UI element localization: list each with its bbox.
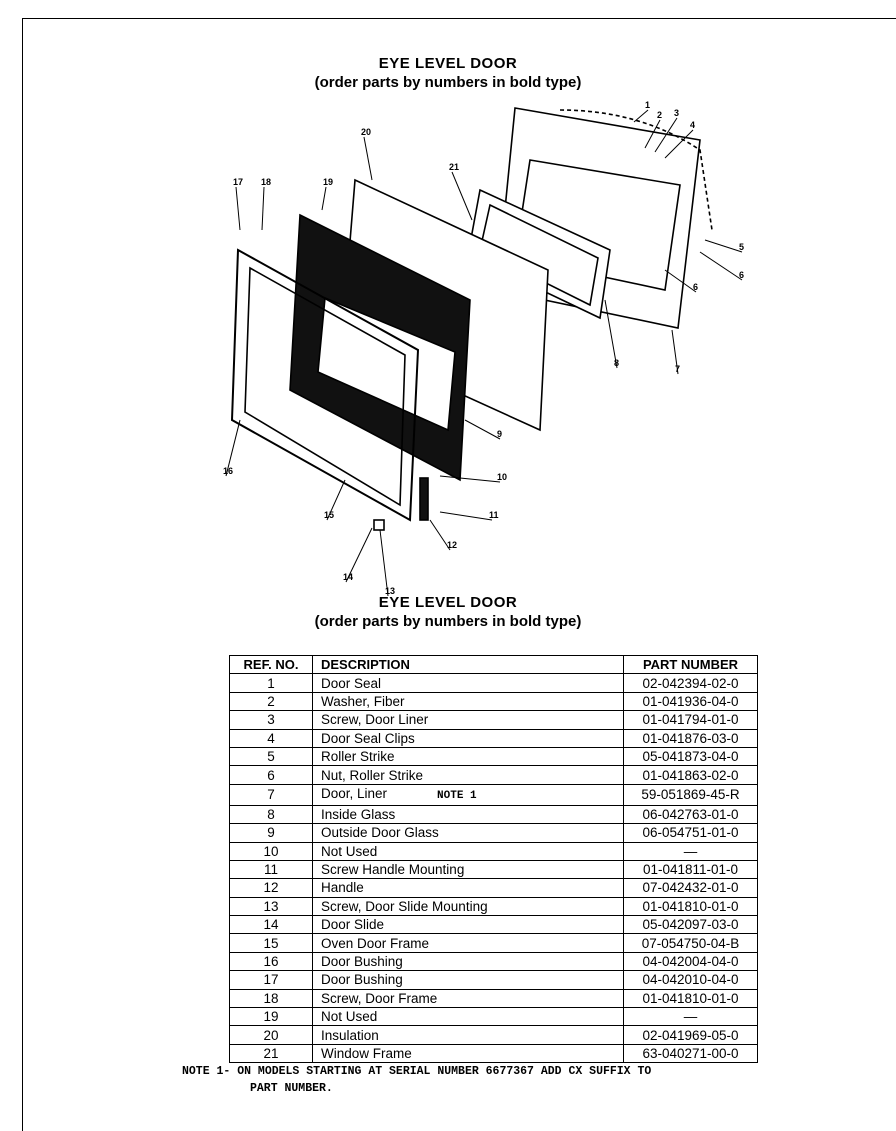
callout-label: 8 [614,358,620,368]
description-text: Screw Handle Mounting [321,862,465,878]
description-text: Screw, Door Slide Mounting [321,898,488,914]
leader-line [700,252,745,280]
callout-label: 19 [323,177,334,187]
description-text: Not Used [321,1009,378,1025]
callout-label: 17 [233,177,244,187]
table-row [230,989,758,1007]
part-number-cell: 02-041969-05-0 [624,1026,758,1044]
description-cell [313,1044,624,1062]
bottom-heading-title: EYE LEVEL DOOR [378,594,518,611]
leader-line [236,187,240,230]
description-text: Roller Strike [321,749,395,765]
table-row [230,805,758,823]
ref-no-cell: 2 [230,692,313,710]
top-heading-title: EYE LEVEL DOOR [378,55,518,72]
callout-label: 11 [489,510,499,520]
header-part-number: PART NUMBER [624,656,758,674]
table-row [230,784,758,805]
part-number-cell: — [624,842,758,860]
table-header-row [230,656,758,674]
callout-label: 20 [361,127,372,137]
ref-no-cell: 13 [230,897,313,915]
table-row [230,916,758,934]
bottom-heading [0,593,896,631]
description-cell [313,916,624,934]
description-cell [313,729,624,747]
ref-no-cell: 11 [230,860,313,878]
table-row [230,1026,758,1044]
callout-label: 10 [497,472,508,482]
ref-no-cell: 6 [230,766,313,784]
table-row [230,674,758,692]
description-cell [313,860,624,878]
ref-no-cell: 18 [230,989,313,1007]
ref-no-cell: 4 [230,729,313,747]
description-cell [313,1026,624,1044]
description-text: Screw, Door Liner [321,712,429,728]
table-row [230,766,758,784]
description-text: Screw, Door Frame [321,990,438,1006]
leader-line [440,512,492,520]
description-text: Inside Glass [321,806,396,822]
leader-line [364,137,372,180]
part-number-cell: 01-041810-01-0 [624,989,758,1007]
leader-line [452,172,472,220]
ref-no-cell: 3 [230,711,313,729]
description-text: Handle [321,880,364,896]
ref-no-cell: 10 [230,842,313,860]
description-cell [313,879,624,897]
callout-label: 12 [447,540,458,550]
bottom-heading-subtitle: (order parts by numbers in bold type) [314,613,582,630]
ref-no-cell: 21 [230,1044,313,1062]
part-number-cell: 04-042004-04-0 [624,952,758,970]
leader-line [322,187,326,210]
ref-no-cell: 14 [230,916,313,934]
description-cell [313,805,624,823]
ref-no-cell: 19 [230,1008,313,1026]
callout-label: 4 [690,120,696,130]
callout-label: 6 [739,270,745,280]
description-cell [313,952,624,970]
part-number-cell: 01-041876-03-0 [624,729,758,747]
leader-line [465,420,503,439]
description-text: Oven Door Frame [321,935,430,951]
table-row [230,971,758,989]
ref-no-cell: 5 [230,747,313,765]
parts-table [229,655,758,1063]
callout-label: 9 [497,429,503,439]
table-row [230,729,758,747]
description-cell [313,784,624,805]
part-number-cell: 05-042097-03-0 [624,916,758,934]
part-number-cell: 01-041811-01-0 [624,860,758,878]
description-cell [313,1008,624,1026]
header-description: DESCRIPTION [313,656,624,674]
callout-label: 16 [223,466,234,476]
ref-no-cell: 9 [230,824,313,842]
description-cell [313,934,624,952]
door-slide [374,520,384,530]
callout-label: 2 [657,110,663,120]
part-number-cell: 02-042394-02-0 [624,674,758,692]
leader-line [262,187,264,230]
table-row [230,692,758,710]
description-text: Door Bushing [321,954,403,970]
header-ref-no: REF. NO. [230,656,313,674]
description-cell [313,766,624,784]
ref-no-cell: 7 [230,784,313,805]
description-text: Washer, Fiber [321,693,405,709]
part-number-cell: 59-051869-45-R [624,784,758,805]
callout-label: 18 [261,177,272,187]
part-number-cell: 04-042010-04-0 [624,971,758,989]
part-number-cell: 01-041936-04-0 [624,692,758,710]
footnote-line-2: PART NUMBER. [250,1082,333,1095]
description-text: Door Slide [321,917,385,933]
callout-label: 5 [739,242,745,252]
description-text: Window Frame [321,1046,412,1061]
footnote [182,1063,651,1097]
callout-label: 13 [385,586,396,596]
ref-no-cell: 17 [230,971,313,989]
leader-line [440,476,500,482]
ref-no-cell: 15 [230,934,313,952]
note-reference: NOTE 1 [437,789,477,802]
footnote-line-1: NOTE 1- ON MODELS STARTING AT SERIAL NUMBER 6677367 ADD CX SUFFIX TO [182,1065,652,1078]
top-heading-subtitle: (order parts by numbers in bold type) [314,74,582,91]
description-text: Insulation [321,1027,379,1043]
ref-no-cell: 20 [230,1026,313,1044]
description-text: Not Used [321,843,378,859]
part-number-cell: 07-054750-04-B [624,934,758,952]
description-text: Door Seal [321,675,382,691]
table-row [230,824,758,842]
table-row [230,897,758,915]
description-text: Door Bushing [321,972,403,988]
description-cell [313,747,624,765]
ref-no-cell: 16 [230,952,313,970]
description-cell [313,971,624,989]
part-number-cell: 01-041863-02-0 [624,766,758,784]
part-number-cell: 05-041873-04-0 [624,747,758,765]
callout-label: 6 [693,282,699,292]
part-number-cell: 01-041794-01-0 [624,711,758,729]
table-row [230,1044,758,1062]
leader-line [705,240,745,252]
description-cell [313,897,624,915]
description-cell [313,989,624,1007]
part-number-cell: 06-054751-01-0 [624,824,758,842]
part-number-cell: 63-040271-00-0 [624,1044,758,1062]
part-number-cell: 06-042763-01-0 [624,805,758,823]
table-row [230,952,758,970]
table-row [230,934,758,952]
callout-label: 7 [675,364,681,374]
callout-label: 14 [343,572,354,582]
description-text: Door Seal Clips [321,730,415,746]
table-row [230,860,758,878]
leader-line [634,110,648,122]
description-cell [313,692,624,710]
description-cell [313,824,624,842]
description-text: Outside Door Glass [321,825,439,841]
ref-no-cell: 1 [230,674,313,692]
table-row [230,711,758,729]
description-text: Nut, Roller Strike [321,767,424,783]
table-row [230,1008,758,1026]
table-row [230,842,758,860]
ref-no-cell: 8 [230,805,313,823]
description-cell [313,674,624,692]
table-row [230,747,758,765]
callout-label: 1 [645,100,651,110]
description-cell [313,711,624,729]
callout-label: 15 [324,510,335,520]
table-row [230,879,758,897]
part-number-cell: — [624,1008,758,1026]
part-number-cell: 01-041810-01-0 [624,897,758,915]
callout-label: 3 [674,108,680,118]
callout-label: 21 [449,162,460,172]
description-cell [313,842,624,860]
handle [420,478,428,520]
description-text: Door, Liner [321,785,388,801]
ref-no-cell: 12 [230,879,313,897]
part-number-cell: 07-042432-01-0 [624,879,758,897]
